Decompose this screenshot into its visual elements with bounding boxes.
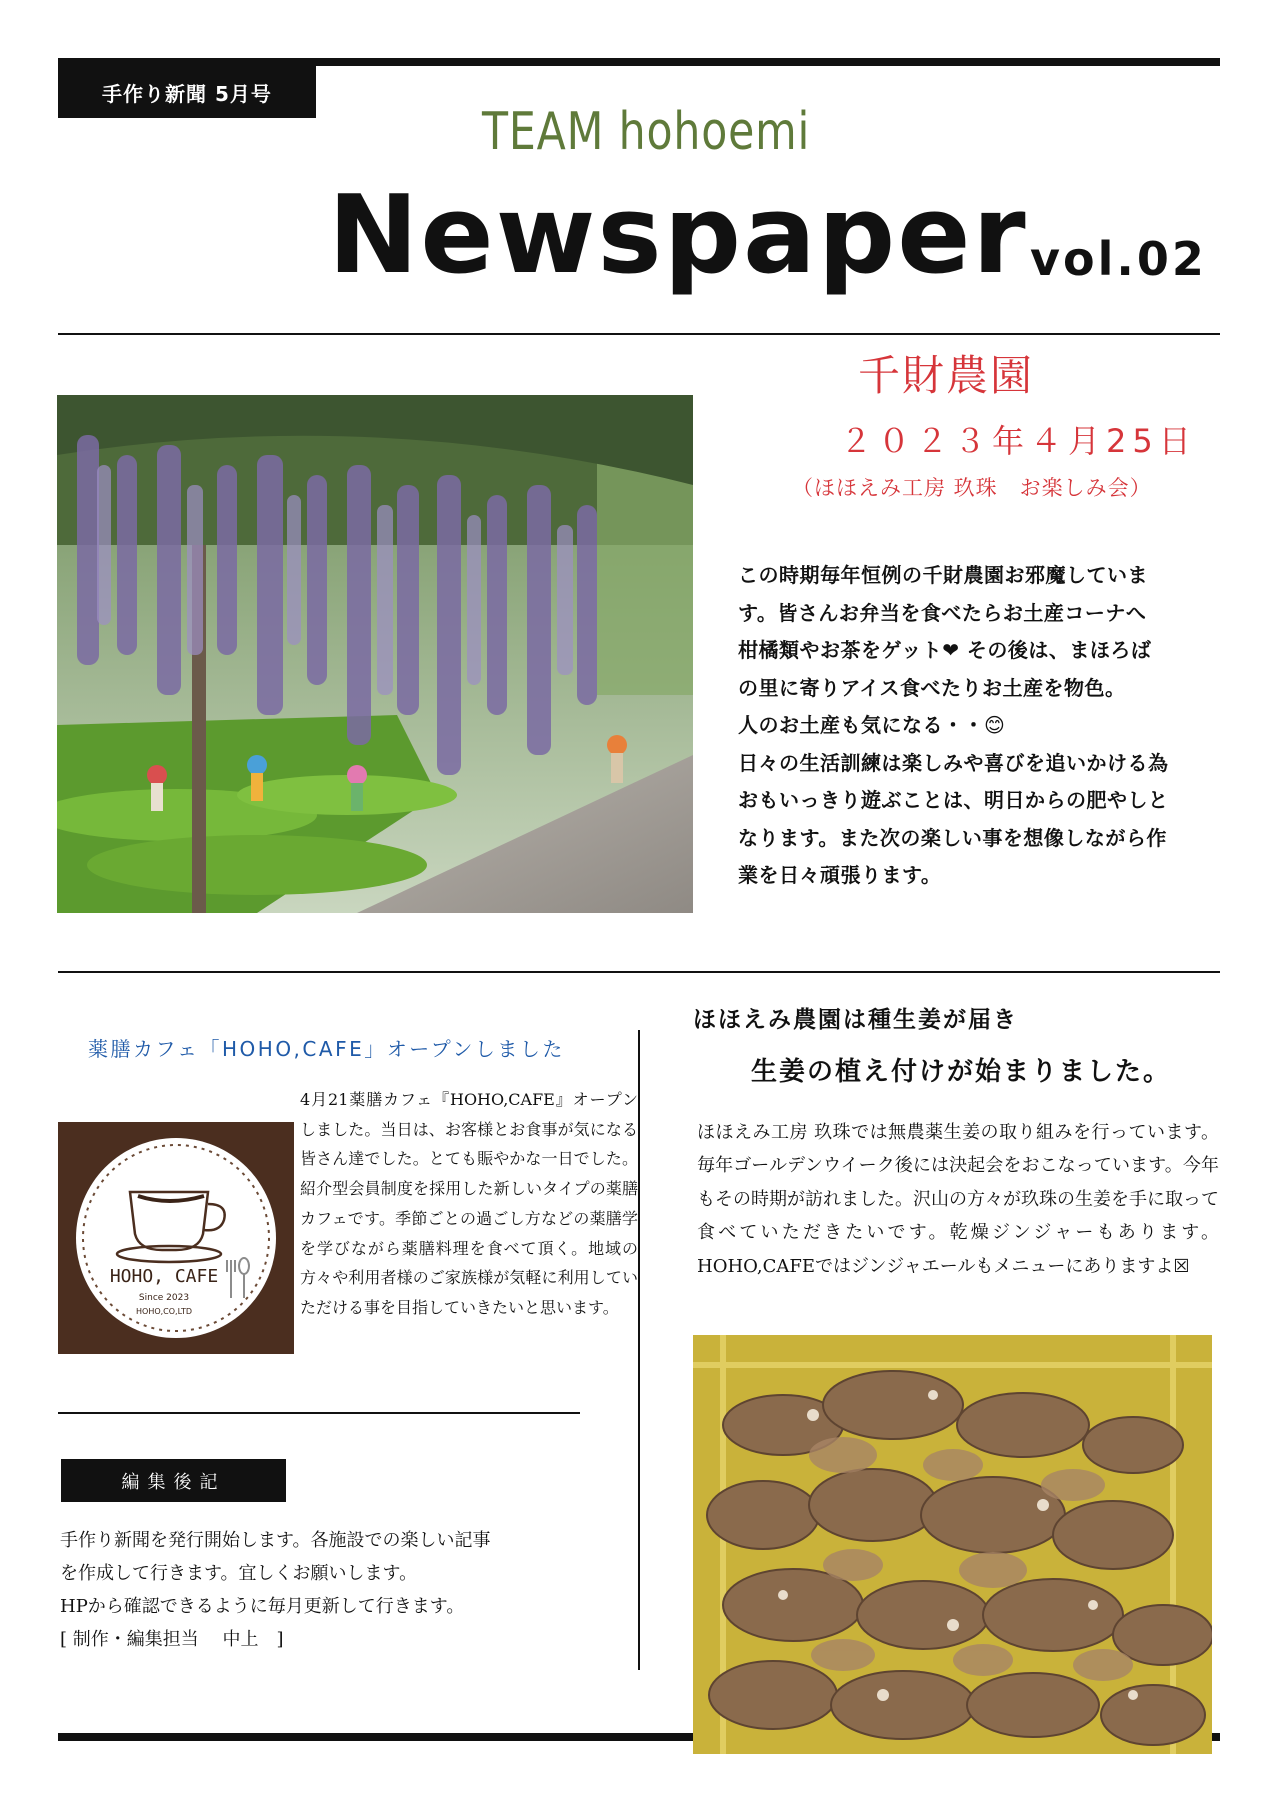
cafe-article-body: 4月21薬膳カフェ『HOHO,CAFE』オープンしました。当日は、お客様とお食事が気になる皆さん達でした。とても賑やかな一日でした。紹介型会員制度を採用した新しいタイプの薬膳カフェです。季節ごとの過ごし方などの薬膳学を学びながら薬膳料理を食べて頂く。地域の方々や利用者様のご家族様が気軽に利用していただける事を目指していきたいと思います。: [300, 1090, 638, 1317]
farm-article-subtitle: （ほほえみ工房 玖珠 お楽しみ会）: [792, 476, 1152, 500]
top-rule: [58, 58, 1220, 66]
farm-article-body: この時期毎年恒例の千財農園お邪魔していま す。皆さんお弁当を食べたらお土産コーナへ 柑橘類やお茶をゲット❤ その後は、まほろば の里に寄りアイス食べたりお土産を物色。 人のお土産も気になる・・😊 日々の生活訓練は楽しみや喜びを追いかける為 おもいっきり遊ぶことは、明日からの肥やしと なります。また次の楽しい事を想像しながら作 業を日々頑張ります。: [738, 563, 1169, 887]
ginger-photo: [693, 1335, 1212, 1754]
cafe-bottom-rule: [58, 1412, 580, 1414]
ginger-heading-line2: 生姜の植え付けが始まりました。: [751, 1057, 1172, 1087]
cafe-logo-company: HOHO,CO,LTD: [136, 1307, 192, 1316]
cafe-article-heading: 薬膳カフェ「HOHO,CAFE」オープンしました: [88, 1037, 565, 1061]
mid-divider: [58, 971, 1220, 973]
ginger-heading-line1: ほほえみ農園は種生姜が届き: [693, 1007, 1018, 1033]
newspaper-title: Newspaper: [328, 173, 1028, 298]
wisteria-photo: [57, 395, 693, 913]
header-divider: [58, 333, 1220, 335]
cafe-logo-name: HOHO, CAFE: [109, 1266, 219, 1287]
volume-number: vol.02: [1030, 232, 1207, 286]
ginger-article-body: ほほえみ工房 玖珠では無農薬生姜の取り組みを行っています。毎年ゴールデンウイーク後には決起会をおこなっています。今年もその時期が訪れました。沢山の方々が玖珠の生姜を手に取って食べていただきたいです。乾燥ジンジャーもあります。HOHO,CAFEではジンジャエールもメニューにありますよ☒: [697, 1122, 1219, 1277]
cafe-logo-since: Since 2023: [138, 1293, 190, 1303]
editor-note-label: 編集後記: [61, 1459, 286, 1502]
cafe-logo: [58, 1122, 294, 1354]
issue-label: 手作り新聞 5月号: [58, 66, 316, 118]
farm-article-date: ２０２３年４月25日: [840, 422, 1197, 460]
team-title: TEAM hohoemi: [481, 102, 811, 162]
editor-note-body: 手作り新聞を発行開始します。各施設での楽しい記事 を作成して行きます。宜しくお願いします。 HPから確認できるように毎月更新して行きます。 [ 制作・編集担当 中上 ]: [60, 1530, 491, 1650]
column-divider: [638, 1030, 640, 1670]
farm-article-title: 千財農園: [858, 351, 1035, 400]
